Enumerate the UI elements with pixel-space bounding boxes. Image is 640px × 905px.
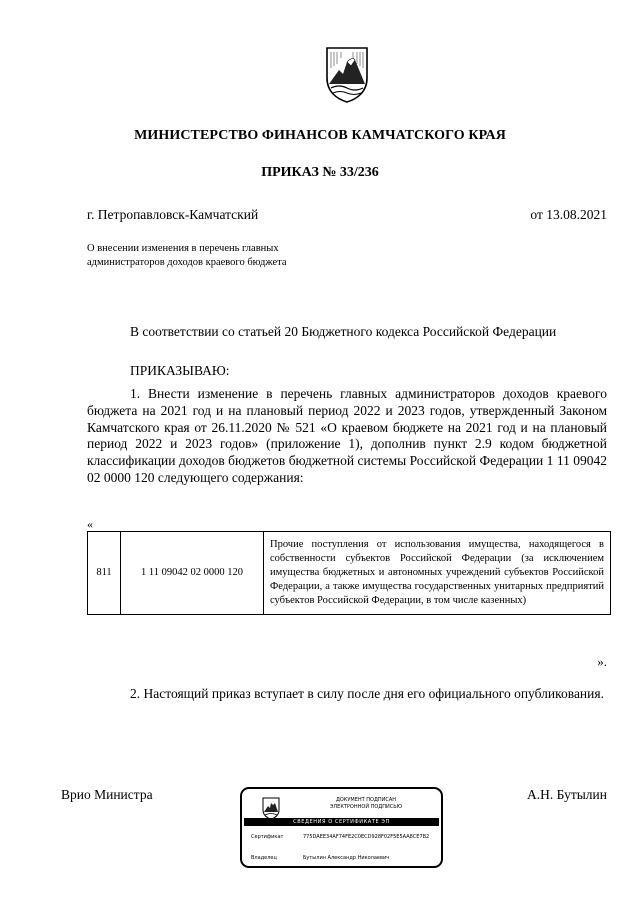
kbk-table (87, 531, 611, 615)
stamp-coat-of-arms-icon (261, 796, 281, 820)
stamp-certificate-bar: СВЕДЕНИЯ О СЕРТИФИКАТЕ ЭП (244, 818, 439, 826)
order-subject: О внесении изменения в перечень главных администраторов доходов краевого бюджета (87, 243, 287, 268)
legal-basis-paragraph: В соответствии со статьей 20 Бюджетного кодекса Российской Федерации (130, 324, 557, 339)
certificate-value: 775DAEE34AF74FE2C0ECD928F02F5E5AA8CE7B2 (303, 834, 430, 840)
stamp-line-1: ДОКУМЕНТ ПОДПИСАН (335, 797, 397, 803)
admin-code-cell: 811 (88, 532, 121, 615)
owner-label: Владелец (251, 855, 277, 861)
signer-name: А.Н. Бутылин (527, 787, 607, 802)
point-1-paragraph: 1. Внести изменение в перечень главных администраторов доходов краевого бюджета на 2021 год и на плановый период 2022 и 2023 годов, утвержденный Законом Камчатского края от 26.11.2020 № 521 «О краевом бюджете на 2021 год и на плановый период 2022 и 2023 годов» (приложение 1), дополнив пункт 2.9 кодом бюджетной классификации доходов бюджетов бюджетной системы Российской Федерации 1 11 09042 02 0000 120 следующего содержания: (87, 386, 607, 485)
kbk-code-cell: 1 11 09042 02 0000 120 (121, 532, 264, 615)
description-cell: Прочие поступления от использования имущества, находящегося в собственности субъектов Российской Федерации (за исключением имущества бюджетных и автономных учреждений субъектов Российской Федерации, а также имущества государственных унитарных предприятий субъектов Российской Федерации, в том числе казенных) (264, 532, 611, 615)
owner-value: Бутылин Александр Николаевич (303, 855, 390, 861)
order-city: г. Петропавловск-Камчатский (87, 207, 259, 222)
order-date: от 13.08.2021 (530, 207, 607, 222)
stamp-line-2: ЭЛЕКТРОННОЙ ПОДПИСЬЮ (329, 804, 403, 810)
quote-open: « (87, 517, 93, 531)
quote-close: ». (597, 654, 607, 669)
order-title: ПРИКАЗ № 33/236 (261, 165, 379, 180)
order-word: ПРИКАЗЫВАЮ: (130, 363, 230, 378)
signer-position: Врио Министра (61, 787, 153, 802)
certificate-label: Сертификат (251, 834, 284, 840)
point-2-paragraph: 2. Настоящий приказ вступает в силу после дня его официального опубликования. (130, 686, 604, 701)
ministry-name: МИНИСТЕРСТВО ФИНАНСОВ КАМЧАТСКОГО КРАЯ (134, 128, 506, 143)
table-row (88, 532, 611, 615)
kamchatka-coat-of-arms-icon (323, 44, 371, 104)
electronic-signature-stamp (240, 787, 443, 868)
